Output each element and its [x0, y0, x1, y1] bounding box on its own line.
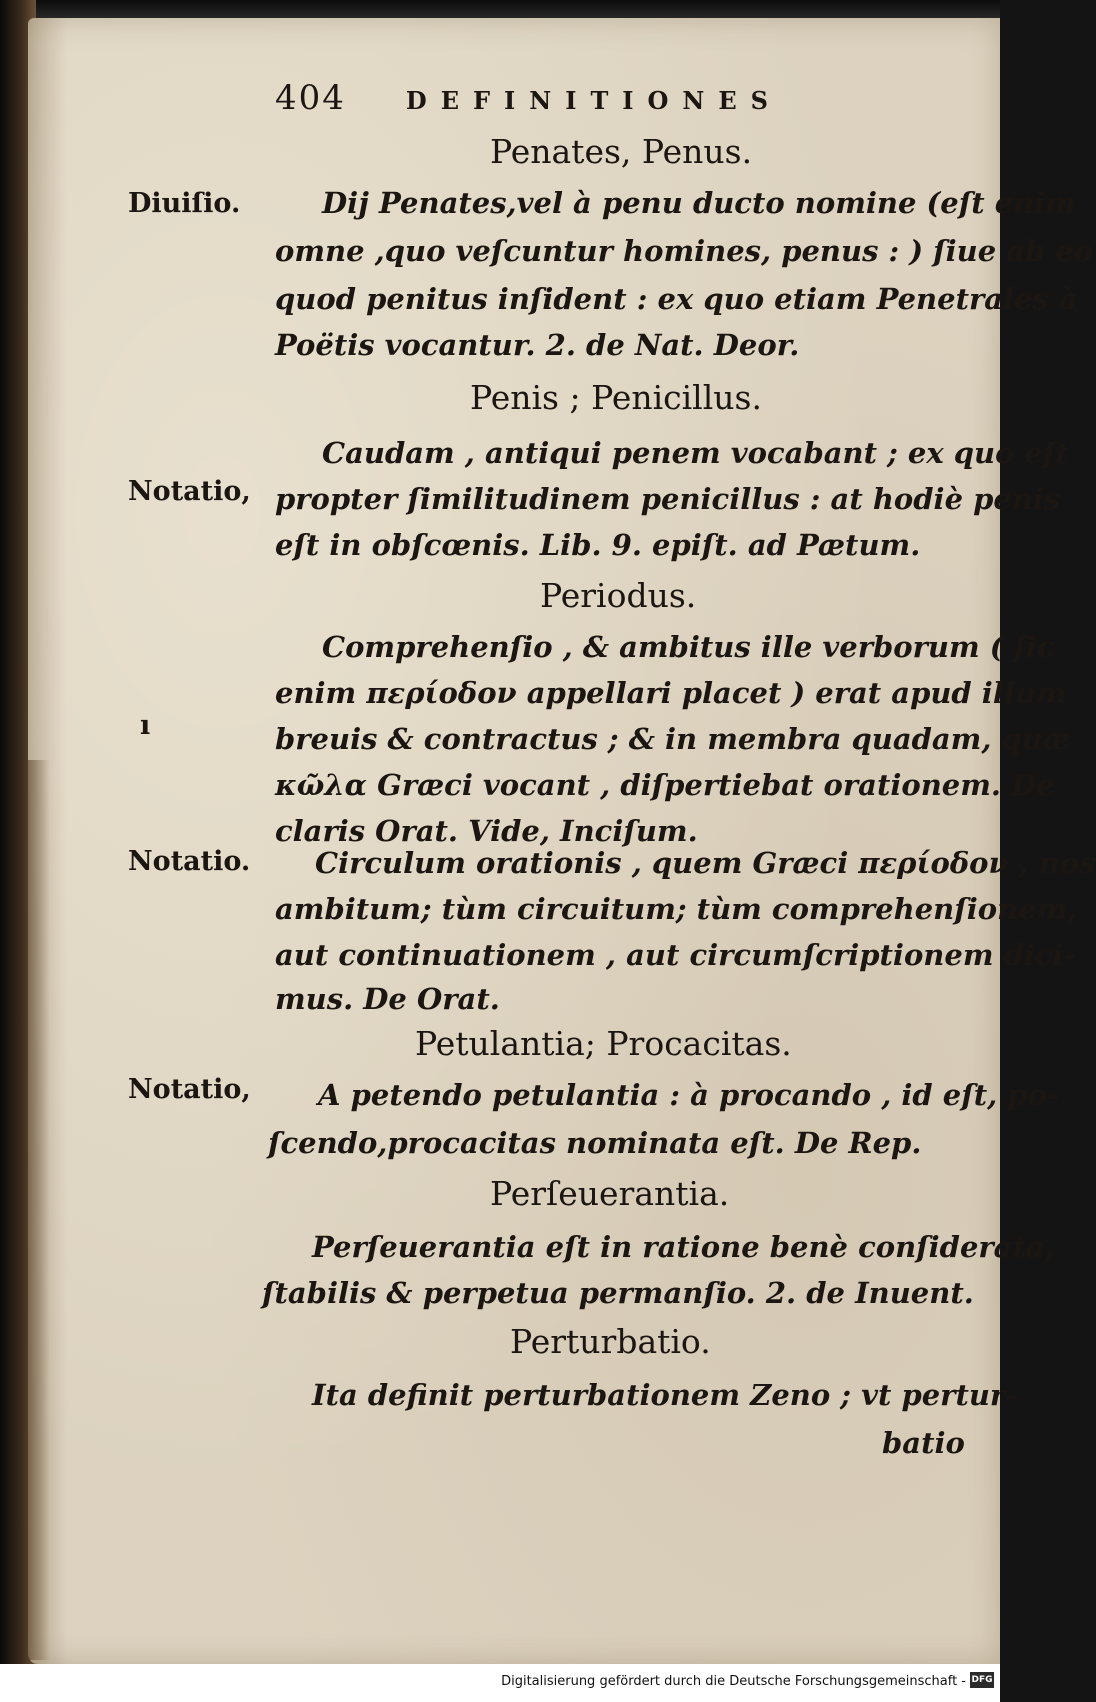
text-line: aut continuationem , aut circumſcriptionem dici- — [275, 938, 1076, 972]
text-line: eſt in obſcœnis. Lib. 9. epiſt. ad Pætum. — [275, 528, 921, 562]
entry-heading: Penis ; Penicillus. — [470, 378, 762, 417]
page-edge-stain — [28, 760, 50, 1660]
text-line: A petendo petulantia : à procando , id eſt, po- — [318, 1078, 1059, 1112]
footer-credit: Digitalisierung gefördert durch die Deutsche Forschungsgemeinschaft - — [501, 1674, 966, 1689]
text-line: Dĳ Penates,vel à penu ducto nomine (eſt enim — [322, 186, 1076, 220]
page-number: 404 — [275, 78, 346, 118]
stray-mark: ı — [140, 710, 151, 741]
entry-heading: Perturbatio. — [510, 1322, 711, 1361]
scan-top-edge — [0, 0, 1000, 20]
text-line: ambitum; tùm circuitum; tùm comprehenſionem, — [275, 892, 1078, 926]
text-line: κῶλα Græci vocant , diſpertiebat orationem. De — [275, 768, 1055, 802]
text-line: Perſeuerantia eſt in ratione benè conſiderata, — [312, 1230, 1055, 1264]
margin-note: Notatio, — [128, 1074, 251, 1105]
catchword: batio — [882, 1426, 965, 1460]
text-line: enim περίοδον appellari placet ) erat apud illum — [275, 676, 1067, 710]
entry-heading: Perſeuerantia. — [490, 1174, 730, 1213]
text-line: mus. De Orat. — [275, 982, 500, 1016]
text-line: propter ſimilitudinem penicillus : at hodiè penis — [275, 482, 1061, 516]
text-line: ſtabilis & perpetua permanſio. 2. de Inuent. — [262, 1276, 974, 1310]
text-line: Circulum orationis , quem Græci περίοδον , nos — [315, 846, 1096, 880]
dfg-logo-icon: DFG — [970, 1672, 994, 1688]
text-line: Comprehenſio , & ambitus ille verborum ( ſic — [322, 630, 1055, 664]
text-line: Caudam , antiqui penem vocabant ; ex quo eſt — [322, 436, 1069, 470]
text-line: claris Orat. Vide, Inciſum. — [275, 814, 698, 848]
text-line: omne ,quo veſcuntur homines, penus : ) ſiue ab eo — [275, 234, 1094, 268]
entry-heading: Petulantia; Procacitas. — [415, 1024, 792, 1063]
margin-note: Notatio, — [128, 476, 251, 507]
entry-heading: Periodus. — [540, 576, 697, 615]
text-line: quod penitus inſident : ex quo etiam Penetrales à — [275, 282, 1078, 316]
text-line: Poëtis vocantur. 2. de Nat. Deor. — [275, 328, 800, 362]
text-line: Ita definit perturbationem Zeno ; vt pertur- — [312, 1378, 1018, 1412]
text-line: ſcendo,procacitas nominata eſt. De Rep. — [268, 1126, 922, 1160]
margin-note: Diuiſio. — [128, 188, 241, 219]
running-title: DEFINITIONES — [405, 86, 782, 115]
entry-heading: Penates, Penus. — [490, 132, 753, 171]
running-head — [275, 78, 782, 118]
margin-note: Notatio. — [128, 846, 251, 877]
text-line: breuis & contractus ; & in membra quadam, quæ — [275, 722, 1070, 756]
digitization-footer — [0, 1664, 1000, 1702]
